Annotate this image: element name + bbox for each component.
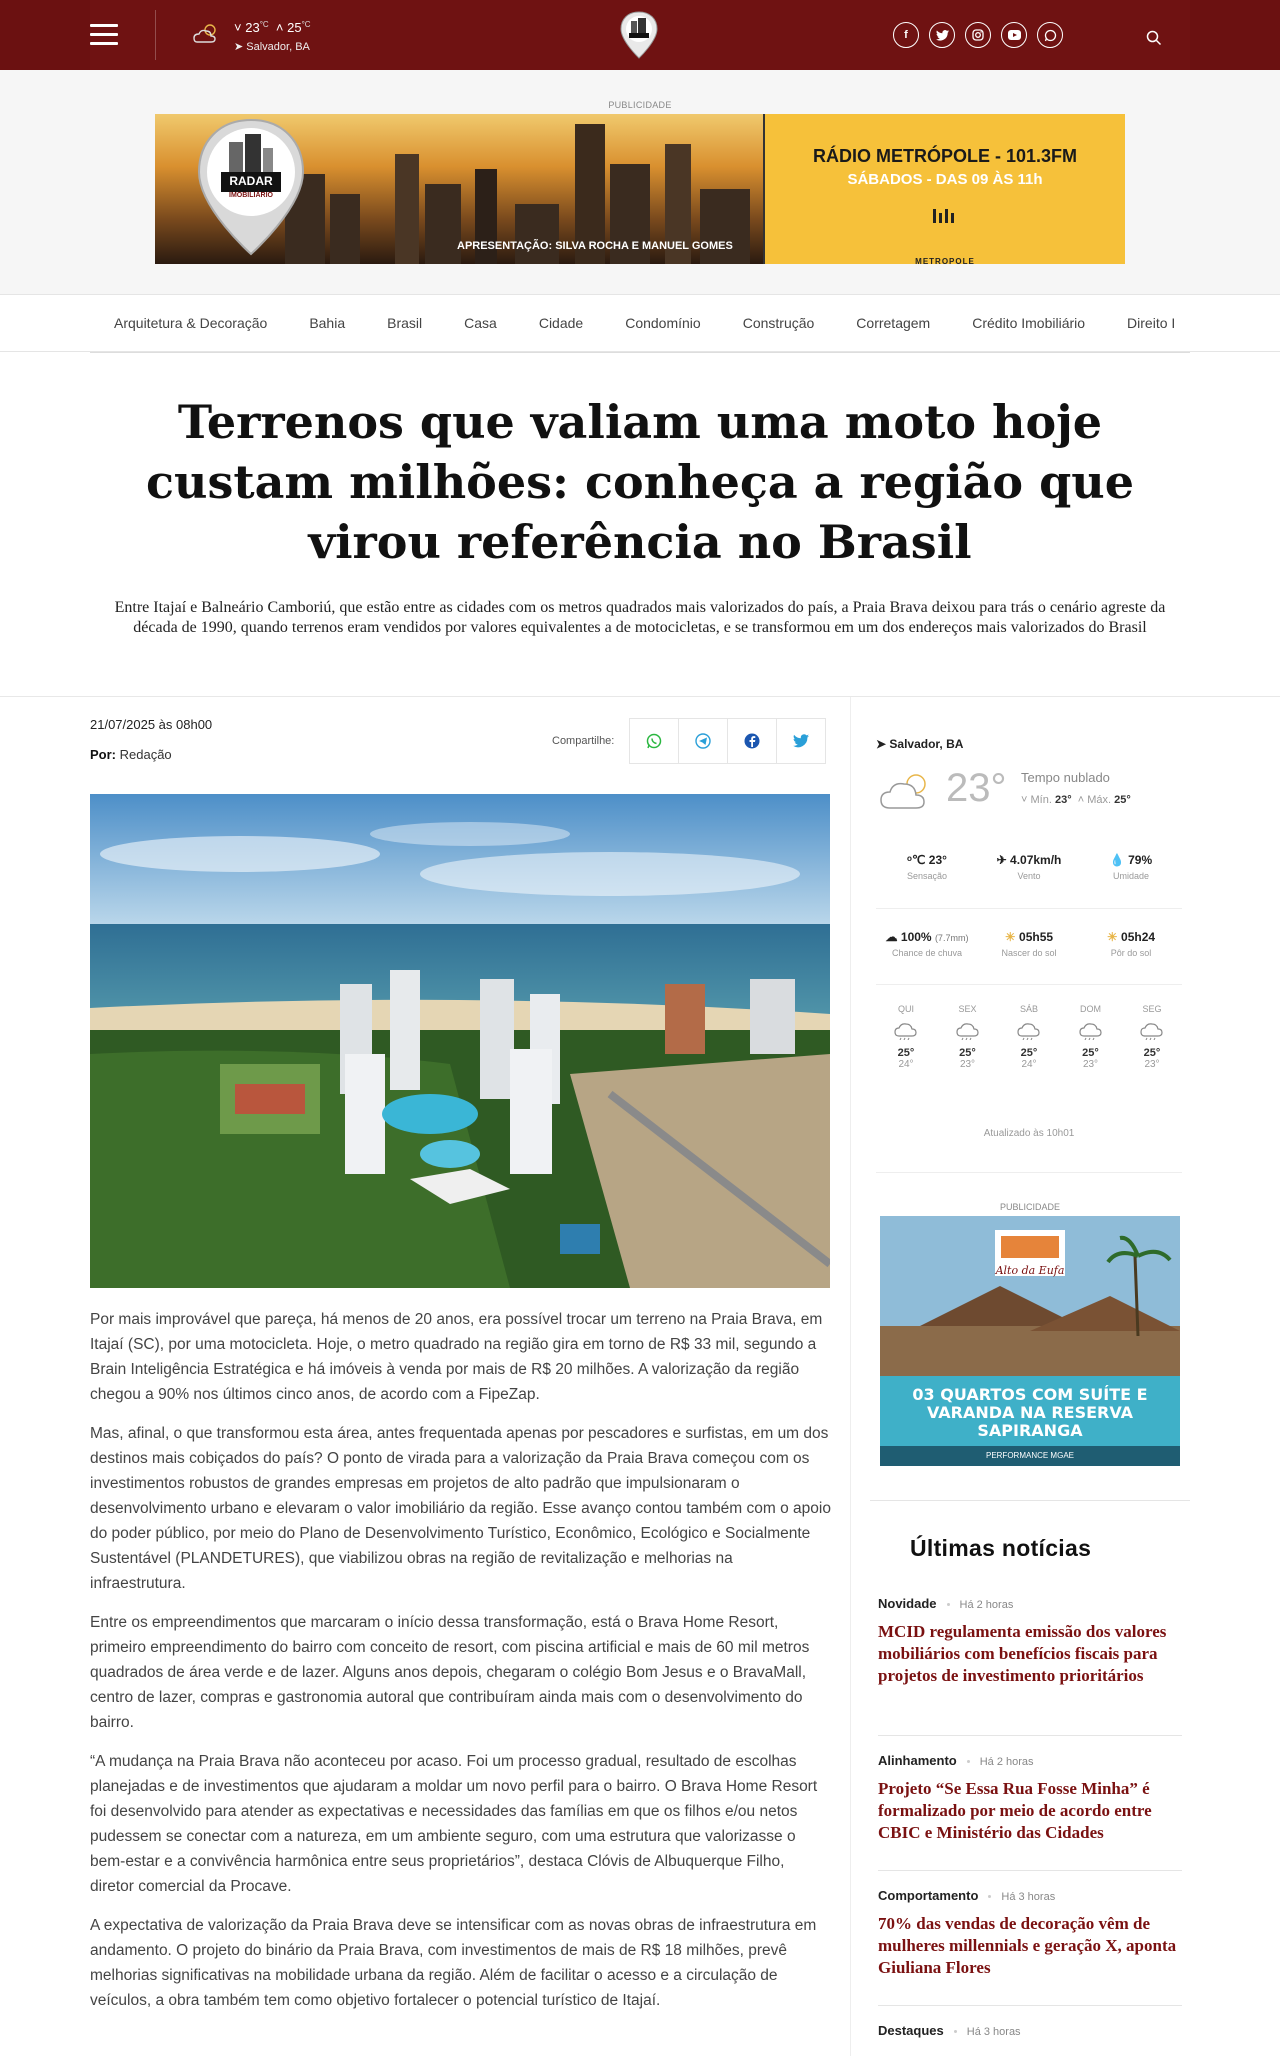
svg-text:IMOBILIÁRIO: IMOBILIÁRIO (229, 192, 273, 199)
forecast-day (999, 1004, 1059, 1070)
share-whatsapp-button[interactable] (629, 718, 679, 764)
forecast-day (938, 1004, 998, 1070)
share-telegram-button[interactable] (678, 718, 728, 764)
rain-cloud-icon (1061, 1020, 1121, 1045)
ad-brand: METROPOLE (915, 257, 975, 264)
forecast-high: 25° (1020, 1047, 1038, 1059)
ad-radio-schedule: SÁBADOS - DAS 09 ÀS 11h (847, 171, 1043, 188)
weather-sunset: ☀ 05h24 Pôr do sol (1106, 930, 1156, 958)
instagram-icon[interactable] (965, 22, 991, 48)
whatsapp-icon[interactable] (1037, 22, 1063, 48)
forecast-day (876, 1004, 936, 1070)
article-paragraph: Por mais improvável que pareça, há menos de 20 anos, era possível trocar um terreno na Praia Brava, em Itajaí (SC), por uma motocicleta. Hoje, o metro quadrado na região gira em torno de R$ 33 mil, segundo a Brain Inteligência Estratégica e há imóveis à venda por mais de R$ 20 milhões. A valorização da região chegou a 90% nos últimos cinco anos, de acordo com a FipeZap. (90, 1311, 823, 1403)
partly-cloudy-icon (878, 768, 940, 812)
article-author[interactable]: Redação (119, 747, 172, 762)
forecast-low: 24° (1021, 1059, 1037, 1070)
radar-logo-large (195, 118, 307, 258)
news-item (878, 1753, 1182, 1844)
article-title: Terrenos que valiam uma moto hoje custam milhões: conheça a região que virou referência no Brasil (145, 395, 1134, 569)
header-temp-max: 25 (287, 20, 302, 35)
nav-item[interactable]: Corretagem (856, 315, 931, 331)
divider (0, 696, 1280, 697)
weather-min-max: ˅ Mín. 23° ˄ Máx. 25° (1021, 794, 1131, 806)
forecast-high: 25° (959, 1047, 976, 1059)
rain-cloud-icon (876, 1020, 936, 1045)
header-location: ➤ Salvador, BA (234, 41, 310, 53)
header-temp-min: 23 (245, 20, 260, 35)
wind-icon: ✈ (996, 853, 1007, 867)
article-date: 21/07/2025 às 08h00 (90, 717, 213, 732)
forecast-day-name: DOM (1080, 1004, 1101, 1014)
ad-radio-panel (765, 114, 1125, 264)
article-standfirst: Entre Itajaí e Balneário Camboriú, que estão entre as cidades com os metros quadrados mais valorizados do país, a Praia Brava deixou para trás o cenário agreste da década de 1990, quando terrenos eram vendidos por valores equivalentes a de motocicletas, e se transformou em um dos endereços mais valorizados do Brasil (114, 599, 1166, 636)
nav-item[interactable]: Brasil (387, 315, 423, 331)
forecast-low: 23° (1144, 1059, 1160, 1070)
divider (876, 984, 1182, 985)
divider (850, 697, 851, 2056)
partly-cloudy-icon (192, 22, 222, 46)
droplet-icon: 💧 (1109, 853, 1125, 867)
news-title-link[interactable]: Projeto “Se Essa Rua Fosse Minha” é formalizado por meio de acordo entre CBIC e Ministério das Cidades (878, 1779, 1152, 1842)
nav-item[interactable]: Bahia (309, 315, 346, 331)
weather-forecast (876, 1004, 1182, 1070)
news-category: Alinhamento Há 2 horas (878, 1753, 1034, 1768)
menu-icon[interactable] (90, 24, 118, 46)
whatsapp-icon (646, 733, 662, 749)
forecast-day-name: SEX (958, 1004, 977, 1014)
nav-item[interactable]: Cidade (538, 315, 584, 331)
facebook-icon (744, 733, 760, 749)
news-title-link[interactable]: MCID regulamenta emissão dos valores mobiliários com benefícios fiscais para projetos de investimento prioritários (878, 1622, 1167, 1685)
svg-text:Alto da Eufa: Alto da Eufa (995, 1264, 1065, 1277)
news-item (878, 1888, 1182, 1979)
nav-item[interactable]: Construção (742, 315, 815, 331)
search-icon[interactable] (1146, 30, 1162, 46)
weather-rain-chance: ☁ 100% (7.7mm) Chance de chuva (885, 930, 969, 958)
article-byline: Por: Redação (90, 747, 172, 762)
divider (878, 2005, 1182, 2006)
facebook-icon[interactable]: f (893, 22, 919, 48)
latest-news-title: Últimas notícias (910, 1535, 1092, 1561)
nav-item[interactable]: Arquitetura & Decoração (114, 315, 268, 331)
news-item (878, 1596, 1182, 1687)
share-buttons (630, 718, 826, 764)
forecast-day-name: QUI (897, 1004, 914, 1014)
news-time: Há 3 horas (966, 2026, 1021, 2038)
forecast-day-name: SEG (1142, 1004, 1162, 1014)
aerial-photo (90, 794, 830, 1288)
article-hero-image (90, 794, 830, 1288)
divider (878, 1870, 1182, 1871)
svg-text:RADAR: RADAR (229, 174, 273, 188)
nav-item[interactable]: Direito I (1127, 315, 1176, 331)
weather-wind: ✈ 4.07km/h Vento (996, 853, 1062, 881)
rain-cloud-icon: ☁ (885, 930, 898, 944)
news-category: Destaques Há 3 horas (878, 2023, 1021, 2038)
header-temps: ˅ $23^{^\circ C}$ ˄ $25^{^\circ C}$ (234, 20, 311, 35)
forecast-high: 25° (897, 1047, 915, 1059)
share-twitter-button[interactable] (776, 718, 826, 764)
weather-sun-row (876, 930, 1182, 958)
news-category: Novidade Há 2 horas (878, 1596, 1014, 1611)
nav-item[interactable]: Crédito Imobiliário (972, 315, 1086, 331)
twitter-icon[interactable] (929, 22, 955, 48)
news-item (878, 2023, 1182, 2048)
divider (155, 10, 156, 60)
forecast-high: 25° (1082, 1047, 1099, 1059)
news-time: Há 2 horas (979, 1756, 1034, 1768)
nav-item[interactable]: Casa (464, 315, 497, 331)
sidebar-weather-location: ➤ Salvador, BA (876, 737, 964, 751)
forecast-low: 23° (959, 1059, 976, 1070)
youtube-icon[interactable] (1001, 22, 1027, 48)
telegram-icon (695, 733, 711, 749)
article-paragraph: “A mudança na Praia Brava não aconteceu por acaso. Foi um processo gradual, resultado de escolhas planejadas e de investimentos que ajudaram a moldar um novo perfil para o bairro. O Brava Home Resort foi desenvolvido para atender as expectativas e necessidades das famílias em que os filhos e/ou netos pudessem se conectar com a natureza, em um ambiente seguro, com uma estrutura que valorizasse o bem-estar e a convivência harmônica entre seus proprietários”, destaca Clóvis de Albuquerque Filho, diretor comercial da Procave. (90, 1753, 818, 1895)
news-time: Há 2 horas (959, 1599, 1014, 1611)
rain-cloud-icon (1122, 1020, 1182, 1045)
article-body (90, 1307, 832, 2027)
ad-presenters: APRESENTAÇÃO: SILVA ROCHA E MANUEL GOMES (457, 240, 733, 252)
rain-cloud-icon (999, 1020, 1059, 1045)
forecast-day-name: SÁB (1019, 1004, 1038, 1014)
forecast-day (1122, 1004, 1182, 1070)
weather-description: Tempo nublado (1021, 770, 1110, 785)
ad-label: PUBLICIDADE (608, 100, 672, 110)
weather-feels-like: ᵒ℃ 23° Sensação (906, 853, 948, 881)
weather-updated: Atualizado às 10h01 (983, 1128, 1075, 1139)
news-title-link[interactable]: 70% das vendas de decoração vêm de mulheres millennials e geração X, aponta Giuliana Flores (878, 1914, 1177, 1977)
forecast-low: 24° (898, 1059, 914, 1070)
article-paragraph: Entre os empreendimentos que marcaram o início dessa transformação, está o Brava Home Resort, primeiro empreendimento do bairro com conceito de resort, com piscina artificial e mais de 60 mil metros quadrados de área verde e de lazer. Alguns anos depois, chegaram o colégio Bom Jesus e o BravaMall, centro de lazer, compras e gastronomia autoral que contribuíram ainda mais com o desenvolvimento do bairro. (90, 1614, 810, 1731)
weather-humidity: 💧 79% Umidade (1109, 853, 1153, 881)
divider (878, 1735, 1182, 1736)
forecast-low: 23° (1082, 1059, 1099, 1070)
ad-label: PUBLICIDADE (999, 1202, 1061, 1212)
forecast-high: 25° (1143, 1047, 1161, 1059)
share-facebook-button[interactable] (727, 718, 777, 764)
news-category: Comportamento Há 3 horas (878, 1888, 1056, 1903)
divider (870, 1500, 1190, 1501)
thermometer-icon: ᵒ℃ (907, 853, 926, 867)
sidebar-ad[interactable] (880, 1216, 1180, 1466)
weather-sunrise: ☀ 05h55 Nascer do sol (1001, 930, 1057, 958)
category-nav-inner (90, 295, 1190, 353)
sunrise-icon: ☀ (1004, 930, 1016, 944)
svg-text:PERFORMANCE MGAE: PERFORMANCE MGAE (985, 1451, 1075, 1460)
weather-details-row (876, 853, 1182, 881)
ad-radio-name: RÁDIO METRÓPOLE - 101.3FM (812, 146, 1078, 166)
article-paragraph: A expectativa de valorização da Praia Brava deve se intensificar com as novas obras de infraestrutura em andamento. O projeto do binário da Praia Brava, com investimentos de mais de R$ 18 milhões, prevê melhorias significativas na mobilidade urbana da região. Além de facilitar o acesso e a circulação de veículos, a obra também tem como objetivo fortalecer o potencial turístico de Itajaí. (90, 1917, 817, 2009)
forecast-day (1061, 1004, 1121, 1070)
social-links (893, 22, 1063, 48)
news-time: Há 3 horas (1001, 1891, 1056, 1903)
article-paragraph: Mas, afinal, o que transformou esta área, antes frequentada apenas por pescadores e surfistas, em um dos destinos mais cobiçados do país? O ponto de virada para a valorização da Praia Brava começou com os investimentos robustos de grandes empresas em projetos de alto padrão que impulsionaram o desenvolvimento urbano e elevaram o valor imobiliário da região. Esse avanço contou também com o apoio do poder público, por meio do Plano de Desenvolvimento Turístico, Econômico, Ecológico e Socialmente Sustentável (PLANDETURES), que viabilizou obras na região de revitalização e melhorias na infraestrutura. (90, 1425, 831, 1592)
sidebar-temp: 23° (946, 766, 1007, 810)
ad-banner[interactable] (155, 114, 1125, 264)
nav-item[interactable]: Condomínio (625, 315, 701, 331)
sidebar-ad-text: 03 QUARTOS COM SUÍTE E VARANDA NA RESERVA SAPIRANGA (912, 1385, 1148, 1440)
radar-logo[interactable] (618, 10, 660, 60)
rain-cloud-icon (938, 1020, 998, 1045)
metropole-logo (930, 206, 960, 226)
divider (876, 1172, 1182, 1173)
twitter-icon (793, 734, 809, 748)
category-nav (0, 294, 1280, 352)
sunset-icon: ☀ (1106, 930, 1118, 944)
divider (876, 908, 1182, 909)
share-label: Compartilhe: (552, 735, 615, 747)
